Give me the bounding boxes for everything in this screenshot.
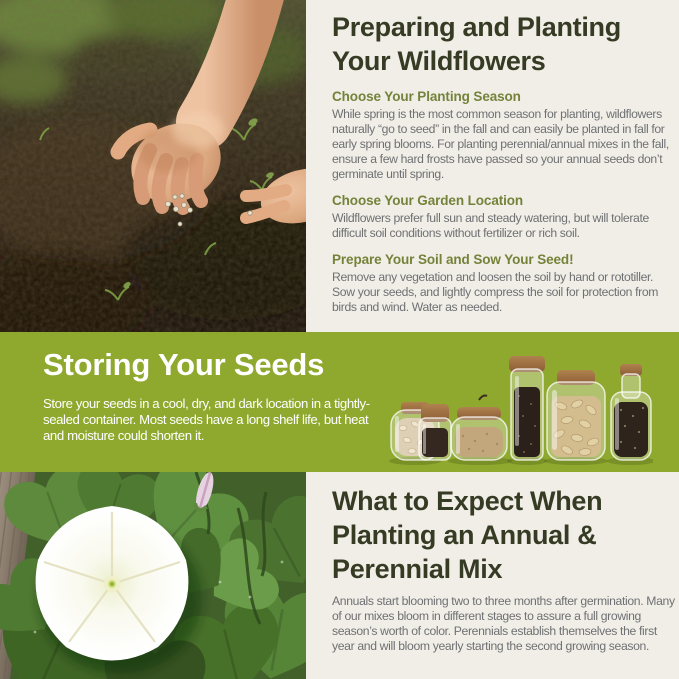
flower-photo (0, 472, 306, 679)
planting-season-body: While spring is the most common season for planting, wildflowers naturally “go to seed” in the fall and can easily be planted in fall for early spring blooms. For planting perennial/annual mixes in the fall, ensure a few hard frosts have passed so your annual seeds don’t germinate until spring. (332, 107, 669, 181)
seed-jars-illustration (385, 344, 653, 466)
what-to-expect-title: What to Expect When Planting an Annual & Perennial Mix (332, 486, 603, 584)
planting-season-block (332, 89, 675, 182)
planting-season-heading: Choose Your Planting Season (332, 89, 521, 104)
what-to-expect-section (331, 472, 679, 679)
planting-photo (0, 0, 306, 332)
storing-seeds-body: Store your seeds in a cool, dry, and dark location in a tightly-sealed container. Most seeds have a long shelf life, but heat and moisture could shorten it. (43, 396, 370, 444)
prepare-soil-body: Remove any vegetation and loosen the soil by hand or rototiller. Sow your seeds, and lightly compress the soil for protection from birds and wind. Water as needed. (332, 270, 659, 314)
jar-chia (509, 356, 545, 460)
prepare-soil-heading: Prepare Your Soil and Sow Your Seed! (332, 252, 574, 267)
prepare-soil-block (332, 252, 675, 315)
storing-seeds-title: Storing Your Seeds (43, 347, 325, 382)
preparing-planting-title: Preparing and Planting Your Wildflowers (332, 12, 621, 76)
what-to-expect-body: Annuals start blooming two to three months after germination. Many of our mixes bloom in different stages to assure a full growing season’s worth of color. Perennials establish themselves the first year and will bloom yearly starting the second growing season. (332, 594, 675, 653)
moonflower-illustration (0, 472, 306, 679)
preparing-planting-section (331, 0, 679, 332)
garden-location-body: Wildflowers prefer full sun and steady watering, but will tolerate difficult soil conditions without fertilizer or rich soil. (332, 211, 649, 240)
garden-location-block (332, 193, 675, 241)
storing-seeds-banner (0, 332, 679, 472)
garden-location-heading: Choose Your Garden Location (332, 193, 524, 208)
hand-sowing-seeds-illustration (0, 0, 306, 332)
